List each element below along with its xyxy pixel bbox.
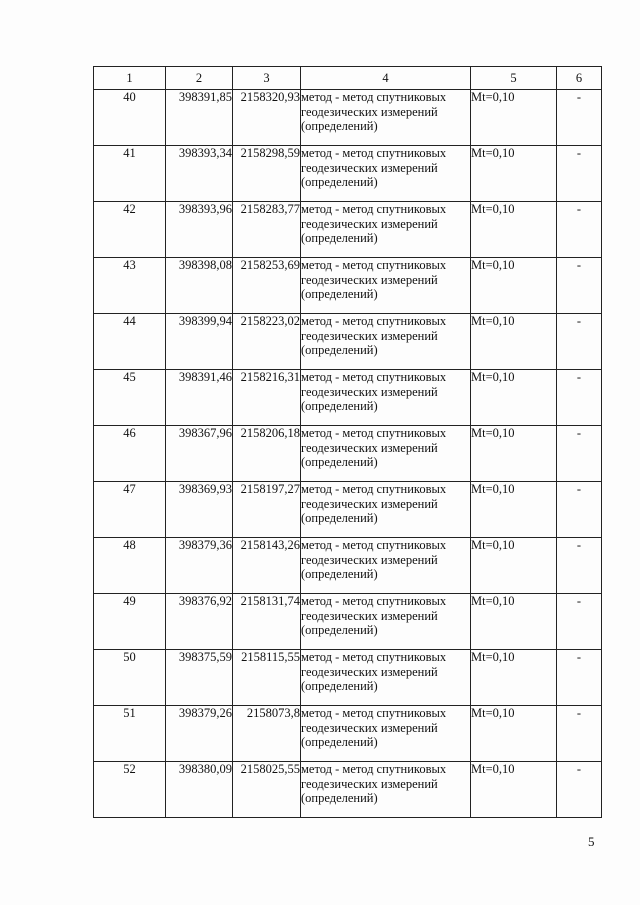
point-number: 50: [94, 650, 166, 706]
accuracy-cell: Mt=0,10: [471, 370, 557, 426]
note-cell: -: [557, 258, 602, 314]
table-row: [94, 202, 602, 258]
note-cell: -: [557, 202, 602, 258]
point-number: 49: [94, 594, 166, 650]
column-header-2: 2: [166, 67, 233, 90]
coordinate-y: 2158025,55: [233, 762, 301, 818]
table-row: [94, 538, 602, 594]
note-cell: -: [557, 90, 602, 146]
coordinate-x: 398380,09: [166, 762, 233, 818]
table-row: [94, 762, 602, 818]
method-cell: метод - метод спутниковых геодезических измерений (определений): [301, 146, 471, 202]
accuracy-cell: Mt=0,10: [471, 90, 557, 146]
accuracy-cell: Mt=0,10: [471, 202, 557, 258]
table-row: [94, 90, 602, 146]
table-row: [94, 482, 602, 538]
page-number: 5: [588, 834, 595, 849]
note-cell: -: [557, 146, 602, 202]
table-row: [94, 706, 602, 762]
accuracy-cell: Mt=0,10: [471, 650, 557, 706]
coordinate-y: 2158206,18: [233, 426, 301, 482]
accuracy-cell: Mt=0,10: [471, 594, 557, 650]
accuracy-cell: Mt=0,10: [471, 762, 557, 818]
method-cell: метод - метод спутниковых геодезических измерений (определений): [301, 370, 471, 426]
note-cell: -: [557, 370, 602, 426]
note-cell: -: [557, 482, 602, 538]
point-number: 52: [94, 762, 166, 818]
coordinate-x: 398391,46: [166, 370, 233, 426]
coordinate-y: 2158298,59: [233, 146, 301, 202]
accuracy-cell: Mt=0,10: [471, 314, 557, 370]
method-cell: метод - метод спутниковых геодезических измерений (определений): [301, 538, 471, 594]
column-header-1: 1: [94, 67, 166, 90]
method-cell: метод - метод спутниковых геодезических измерений (определений): [301, 650, 471, 706]
note-cell: -: [557, 762, 602, 818]
point-number: 48: [94, 538, 166, 594]
coordinate-y: 2158216,31: [233, 370, 301, 426]
note-cell: -: [557, 538, 602, 594]
coordinate-x: 398398,08: [166, 258, 233, 314]
method-cell: метод - метод спутниковых геодезических измерений (определений): [301, 258, 471, 314]
method-cell: метод - метод спутниковых геодезических измерений (определений): [301, 426, 471, 482]
method-cell: метод - метод спутниковых геодезических измерений (определений): [301, 762, 471, 818]
method-cell: метод - метод спутниковых геодезических измерений (определений): [301, 314, 471, 370]
accuracy-cell: Mt=0,10: [471, 482, 557, 538]
point-number: 45: [94, 370, 166, 426]
coordinate-x: 398369,93: [166, 482, 233, 538]
coordinate-x: 398379,26: [166, 706, 233, 762]
table-row: [94, 594, 602, 650]
note-cell: -: [557, 426, 602, 482]
point-number: 42: [94, 202, 166, 258]
point-number: 47: [94, 482, 166, 538]
note-cell: -: [557, 594, 602, 650]
method-cell: метод - метод спутниковых геодезических измерений (определений): [301, 482, 471, 538]
coordinate-x: 398376,92: [166, 594, 233, 650]
coordinate-y: 2158115,55: [233, 650, 301, 706]
coordinate-x: 398379,36: [166, 538, 233, 594]
column-header-3: 3: [233, 67, 301, 90]
coordinate-x: 398375,59: [166, 650, 233, 706]
method-cell: метод - метод спутниковых геодезических измерений (определений): [301, 706, 471, 762]
accuracy-cell: Mt=0,10: [471, 706, 557, 762]
coordinate-y: 2158131,74: [233, 594, 301, 650]
table-row: [94, 426, 602, 482]
note-cell: -: [557, 706, 602, 762]
table-row: [94, 146, 602, 202]
method-cell: метод - метод спутниковых геодезических измерений (определений): [301, 594, 471, 650]
coordinate-y: 2158197,27: [233, 482, 301, 538]
point-number: 43: [94, 258, 166, 314]
point-number: 46: [94, 426, 166, 482]
table-row: [94, 650, 602, 706]
table-row: [94, 258, 602, 314]
accuracy-cell: Mt=0,10: [471, 426, 557, 482]
point-number: 41: [94, 146, 166, 202]
note-cell: -: [557, 314, 602, 370]
table-row: [94, 314, 602, 370]
accuracy-cell: Mt=0,10: [471, 538, 557, 594]
coordinate-y: 2158143,26: [233, 538, 301, 594]
note-cell: -: [557, 650, 602, 706]
coordinate-x: 398391,85: [166, 90, 233, 146]
column-header-6: 6: [557, 67, 602, 90]
method-cell: метод - метод спутниковых геодезических измерений (определений): [301, 202, 471, 258]
coordinate-x: 398393,34: [166, 146, 233, 202]
coordinate-y: 2158320,93: [233, 90, 301, 146]
method-cell: метод - метод спутниковых геодезических измерений (определений): [301, 90, 471, 146]
table-row: [94, 370, 602, 426]
point-number: 44: [94, 314, 166, 370]
column-header-5: 5: [471, 67, 557, 90]
coordinate-x: 398393,96: [166, 202, 233, 258]
column-header-4: 4: [301, 67, 471, 90]
table-header-row: [94, 67, 602, 90]
coordinate-x: 398367,96: [166, 426, 233, 482]
accuracy-cell: Mt=0,10: [471, 146, 557, 202]
coordinate-y: 2158253,69: [233, 258, 301, 314]
coordinates-table: [93, 66, 602, 818]
coordinate-y: 2158223,02: [233, 314, 301, 370]
coordinate-x: 398399,94: [166, 314, 233, 370]
point-number: 40: [94, 90, 166, 146]
point-number: 51: [94, 706, 166, 762]
coordinate-y: 2158073,8: [233, 706, 301, 762]
accuracy-cell: Mt=0,10: [471, 258, 557, 314]
coordinate-y: 2158283,77: [233, 202, 301, 258]
